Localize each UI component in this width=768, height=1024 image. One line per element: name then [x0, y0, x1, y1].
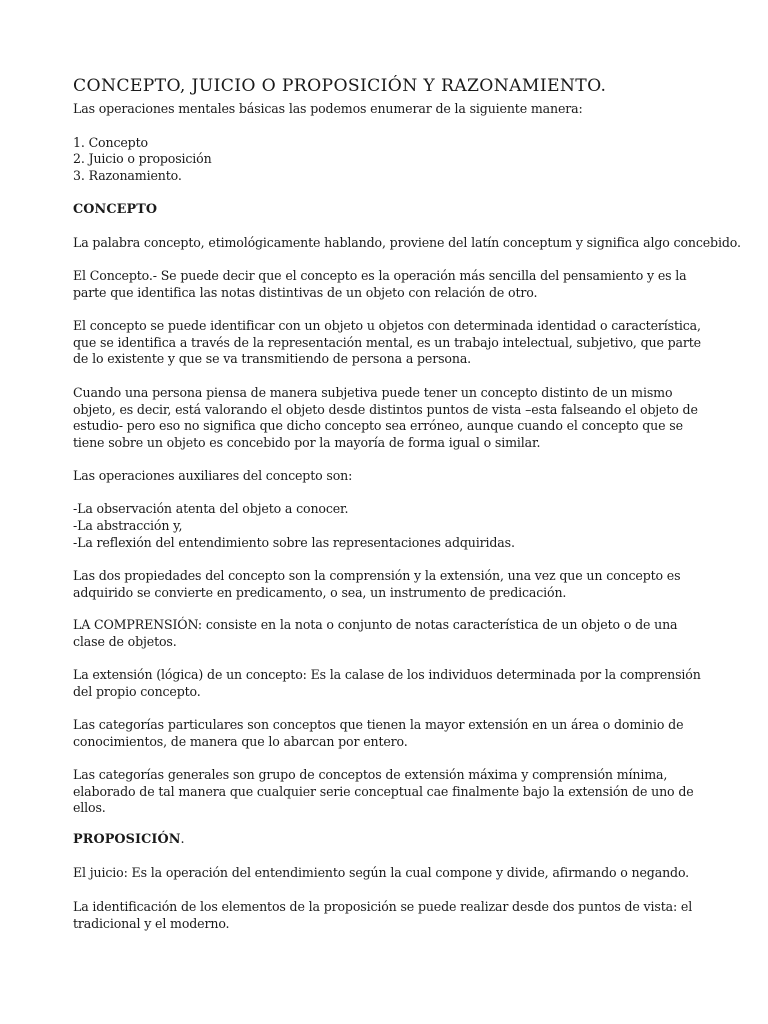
document-title: CONCEPTO, JUICIO O PROPOSICIÓN Y RAZONAMIENTO. — [73, 76, 607, 96]
paragraph-categorias-particulares: Las categorías particulares son conceptos que tienen la mayor extensión en un área o dominio de conocimientos, de manera que lo abarcan por entero. — [73, 717, 684, 749]
list-item-observacion: -La observación atenta del objeto a conocer. — [73, 501, 349, 516]
section-heading-proposicion-suffix: . — [180, 832, 185, 847]
intro-paragraph: Las operaciones mentales básicas las podemos enumerar de la siguiente manera: — [73, 101, 583, 116]
section-heading-proposicion — [73, 832, 185, 847]
list-item-concepto: 1. Concepto — [73, 135, 148, 150]
paragraph-comprension: LA COMPRENSIÓN: consiste en la nota o conjunto de notas característica de un objeto o de una clase de objetos. — [73, 617, 678, 649]
paragraph-extension: La extensión (lógica) de un concepto: Es la calase de los individuos determinada por la comprensión del propio concepto. — [73, 667, 701, 699]
section-heading-proposicion-text: PROPOSICIÓN — [73, 832, 181, 847]
list-item-abstraccion: -La abstracción y, — [73, 518, 183, 533]
paragraph-operaciones-auxiliares: Las operaciones auxiliares del concepto son: — [73, 468, 353, 483]
paragraph-propiedades: Las dos propiedades del concepto son la comprensión y la extensión, una vez que un concepto es adquirido se convierte en predicamento, o sea, un instrumento de predicación. — [73, 568, 681, 600]
paragraph-categorias-generales: Las categorías generales son grupo de conceptos de extensión máxima y comprensión mínima, elaborado de tal manera que cualquier serie conceptual cae finalmente bajo la extensión de uno de ellos. — [73, 767, 694, 816]
section-heading-concepto: CONCEPTO — [73, 202, 158, 217]
list-item-razonamiento: 3. Razonamiento. — [73, 168, 182, 183]
paragraph-identificacion-elementos: La identificación de los elementos de la proposición se puede realizar desde dos puntos de vista: el tradicional y el moderno. — [73, 899, 693, 931]
paragraph-juicio: El juicio: Es la operación del entendimiento según la cual compone y divide, afirmando o negando. — [73, 865, 690, 880]
list-item-reflexion: -La reflexión del entendimiento sobre las representaciones adquiridas. — [73, 535, 515, 550]
list-item-juicio: 2. Juicio o proposición — [73, 151, 212, 166]
paragraph-subjetividad: Cuando una persona piensa de manera subjetiva puede tener un concepto distinto de un mismo objeto, es decir, está valorando el objeto desde distintos puntos de vista –esta falseando el objeto de estudio- pero eso no significa que dicho concepto sea erróneo, aunque cuando el concepto que se tiene sobre un objeto es concebido por la mayoría de forma igual o similar. — [73, 385, 698, 450]
paragraph-identidad-concepto: El concepto se puede identificar con un objeto u objetos con determinada identidad o característica, que se identifica a través de la representación mental, es un trabajo intelectual, subjetivo, que parte de lo existente y que se va transmitiendo de persona a persona. — [73, 318, 701, 367]
paragraph-definicion-concepto: El Concepto.- Se puede decir que el concepto es la operación más sencilla del pensamiento y es la parte que identifica las notas distintivas de un objeto con relación de otro. — [73, 268, 687, 300]
paragraph-etimologia: La palabra concepto, etimológicamente hablando, proviene del latín conceptum y significa algo concebido. — [73, 235, 741, 250]
